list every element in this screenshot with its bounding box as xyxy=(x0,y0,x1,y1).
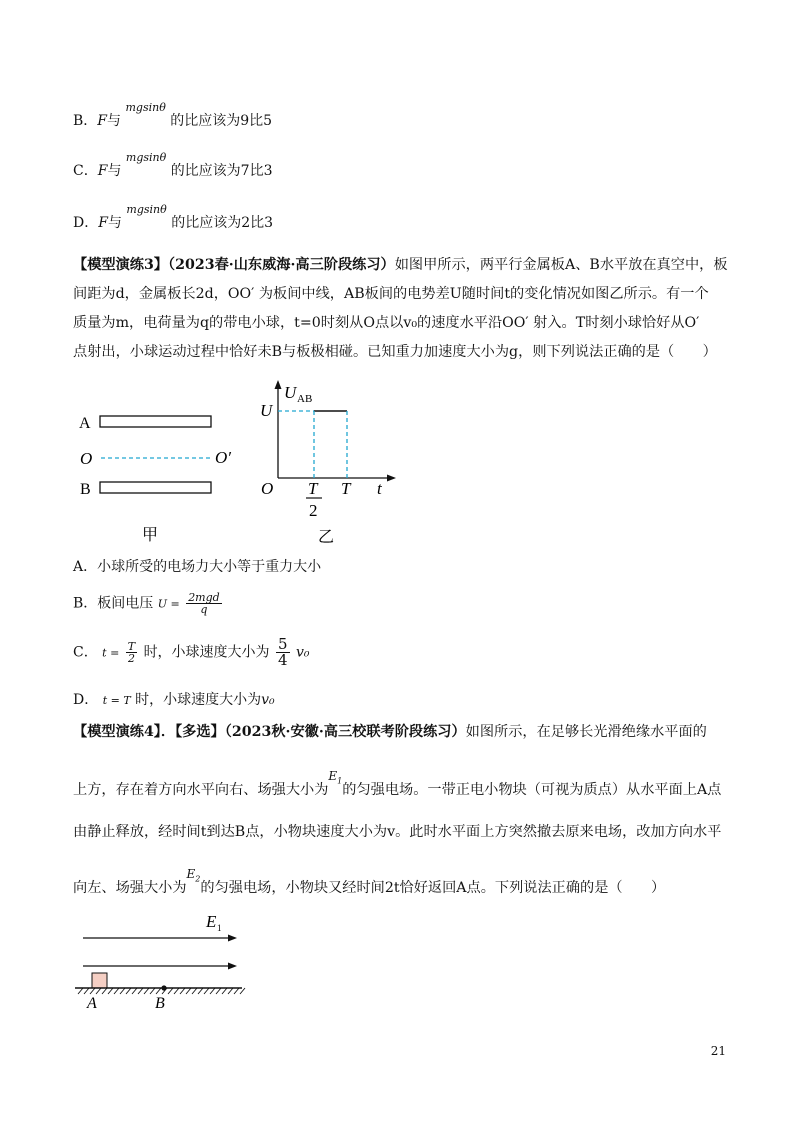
figure-q4 xyxy=(70,905,250,1015)
hatch-mark xyxy=(156,988,161,994)
figure-yi xyxy=(255,378,405,562)
hatch-mark xyxy=(228,988,233,994)
field-e2-label: E2 xyxy=(186,867,201,884)
hatch-mark xyxy=(126,988,131,994)
option-d-expression: mgsinθ xyxy=(126,203,167,216)
field-e1-label: E1 xyxy=(328,769,343,786)
voltage-fraction: $\frac{\text{2mgd}}{q}$ xyxy=(188,591,220,616)
hatch-mark xyxy=(210,988,215,994)
plate-b xyxy=(100,482,211,493)
hatch-mark xyxy=(78,988,83,994)
figure-jia xyxy=(75,400,235,560)
hatch-mark xyxy=(138,988,143,994)
hatch-mark xyxy=(120,988,125,994)
label-b: B xyxy=(80,481,91,498)
caption-jia: 甲 xyxy=(142,527,159,544)
q3-option-a: A．小球所受的电场力大小等于重力大小 xyxy=(73,559,322,575)
question-4-stem: 【模型演练4】．【多选】（2023秋·安徽·高三校联考阶段练习）如图所示，在足够长光滑绝缘水平面的 上方，存在着方向水平向右、场强大小为$^{E_1}$的匀强电场。一带正电小物块（可视为质点）从水平面上A点 由静止释放，经时间t到达B点，小物块速度大小为v。此时水平面上方突然撤去原来电场，改加方向水平 向左、场强大小为$^{E_2}$的匀强电场，小物块又经时间2t恰好返回A点。下列说法正确的是（ ） xyxy=(73,724,722,896)
ground-hatching xyxy=(78,988,245,994)
option-b-expression: mgsinθ xyxy=(125,101,166,114)
hatch-mark xyxy=(84,988,89,994)
half-t-denominator: 2 xyxy=(309,501,318,520)
x-axis-label: t xyxy=(377,479,382,498)
hatch-mark xyxy=(102,988,107,994)
time-fraction: $\frac{T}{2}$ xyxy=(127,640,136,665)
u-tick-label: U xyxy=(260,401,273,420)
field-label-e: E xyxy=(206,912,217,931)
hatch-mark xyxy=(180,988,185,994)
hatch-mark xyxy=(234,988,239,994)
hatch-mark xyxy=(222,988,227,994)
hatch-mark xyxy=(96,988,101,994)
x-axis-arrow xyxy=(387,475,396,482)
hatch-mark xyxy=(192,988,197,994)
option-b: B．F与 $^{mgsin\theta}$ 的比应该为9比5 xyxy=(73,101,273,129)
option-d: D．F与 $^{mgsin\theta}$ 的比应该为2比3 xyxy=(73,203,274,231)
speed-fraction: $\frac{5}{4}$ xyxy=(278,635,288,669)
hatch-mark xyxy=(216,988,221,994)
hatch-mark xyxy=(168,988,173,994)
y-axis-label-sub: AB xyxy=(297,393,313,405)
hatch-mark xyxy=(174,988,179,994)
y-axis-label: U xyxy=(284,383,297,402)
plate-a xyxy=(100,416,211,427)
hatch-mark xyxy=(108,988,113,994)
y-axis-arrow xyxy=(275,380,282,389)
hatch-mark xyxy=(114,988,119,994)
hatch-mark xyxy=(240,988,245,994)
hatch-mark xyxy=(90,988,95,994)
point-b xyxy=(161,985,166,990)
origin-label: O xyxy=(261,479,274,498)
label-o-prime: O′ xyxy=(215,448,231,467)
q3-option-c: C． t = $\frac{T}{2}$ 时，小球速度大小为 $\frac{5}{4}$ v₀ xyxy=(73,635,310,669)
half-t-numerator: T xyxy=(308,479,318,498)
t-tick-label: T xyxy=(341,479,351,498)
label-a: A xyxy=(87,995,97,1012)
label-o: O xyxy=(80,449,93,468)
hatch-mark xyxy=(186,988,191,994)
page-number: 21 xyxy=(710,1044,726,1058)
block xyxy=(92,973,107,988)
q3-option-b: B．板间电压 U = $\frac{\text{2mgd}}{q}$ xyxy=(73,591,220,616)
question-3-stem: 【模型演练3】（2023春·山东威海·高三阶段练习）如图甲所示，两平行金属板A、B水平放在真空中，板 间距为d，金属板长2d，OO′ 为板间中线，AB板间的电势差U随时间t的变化情况如图乙所示。有一个 质量为m，电荷量为q的带电小球，t=0时刻从O点以v₀的速度水平沿OO′ 射入。T时刻小球恰好从O′ 点射出，小球运动过程中恰好未B与板极相碰。已知重力加速度大小为g，则下列说法正确的是（ ） xyxy=(73,257,728,360)
label-b: B xyxy=(155,995,165,1012)
hatch-mark xyxy=(198,988,203,994)
field-label-e-sub: 1 xyxy=(217,923,222,933)
q3-option-d: D． t = T 时，小球速度大小为v₀ xyxy=(73,692,275,708)
option-c: C．F与 $^{mgsin\theta}$ 的比应该为7比3 xyxy=(73,151,273,179)
hatch-mark xyxy=(204,988,209,994)
label-a: A xyxy=(79,415,91,432)
hatch-mark xyxy=(132,988,137,994)
hatch-mark xyxy=(144,988,149,994)
caption-yi: 乙 xyxy=(318,529,335,546)
option-c-expression: mgsinθ xyxy=(125,151,167,164)
hatch-mark xyxy=(150,988,155,994)
